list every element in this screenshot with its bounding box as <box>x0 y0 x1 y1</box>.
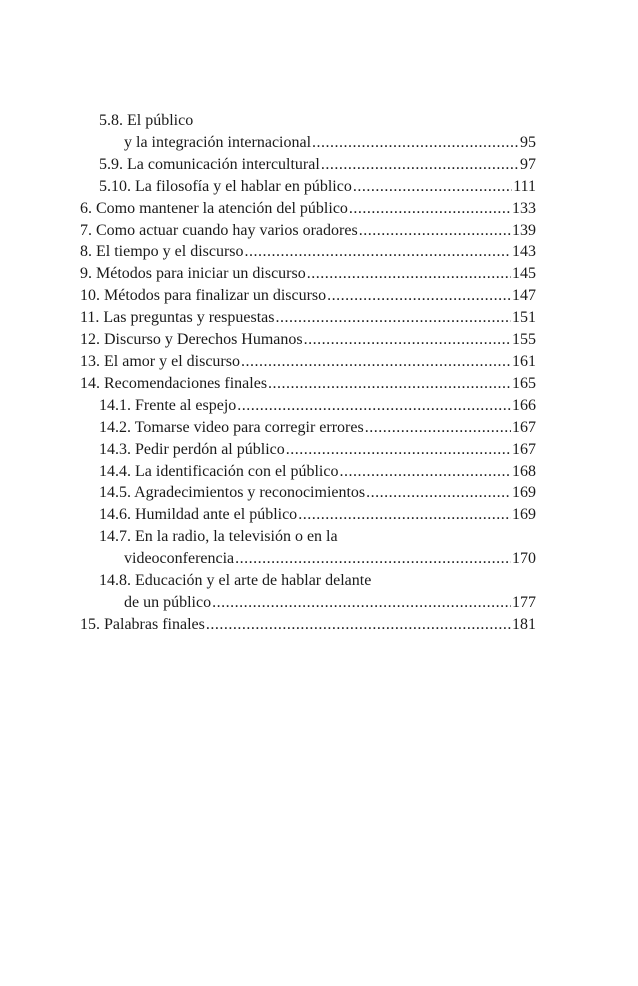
toc-entry-title-line: 5.8. El público <box>99 112 194 129</box>
toc-page-number: 167 <box>512 440 536 458</box>
toc-entry <box>80 263 536 285</box>
toc-entry <box>80 504 536 526</box>
toc-page-number: 95 <box>520 133 536 151</box>
toc-page-number: 161 <box>512 352 536 370</box>
dot-leader <box>286 439 511 461</box>
dot-leader <box>359 220 511 242</box>
toc-page-number: 169 <box>512 484 536 502</box>
toc-entry <box>80 329 536 351</box>
toc-entry <box>80 220 536 242</box>
dot-leader <box>298 504 511 526</box>
toc-entry-title: 15. Palabras finales <box>80 615 205 633</box>
dot-leader <box>353 176 512 198</box>
toc-page-number: 168 <box>512 462 536 480</box>
toc-entry-title: 14.6. Humildad ante el público <box>99 506 298 524</box>
toc-entry-title: 6. Como mantener la atención del público <box>80 199 348 217</box>
toc-entry-title: 10. Métodos para finalizar un discurso <box>80 287 327 305</box>
toc-page-number: 151 <box>512 309 536 327</box>
toc-entry-title: 8. El tiempo y el discurso <box>80 243 244 261</box>
toc-entry <box>80 110 536 132</box>
dot-leader <box>307 263 511 285</box>
dot-leader <box>365 417 511 439</box>
toc-entry <box>80 461 536 483</box>
toc-entry <box>80 373 536 395</box>
dot-leader <box>268 373 511 395</box>
toc-page-number: 143 <box>512 243 536 261</box>
toc-entry-title-line: 14.8. Educación y el arte de hablar delante <box>99 572 372 590</box>
dot-leader <box>245 241 511 263</box>
toc-entry <box>80 526 536 548</box>
toc-entry-title-line: 14.7. En la radio, la televisión o en la <box>99 528 338 546</box>
toc-entry-title: 5.10. La filosofía y el hablar en público <box>99 177 352 195</box>
dot-leader <box>366 482 511 504</box>
toc-entry-title: 14.3. Pedir perdón al público <box>99 440 285 458</box>
toc-entry-title: 14.4. La identificación con el público <box>99 462 339 480</box>
toc-entry-continuation <box>80 132 536 154</box>
toc-entry-continuation <box>80 592 536 614</box>
toc-entry-title-line: de un público <box>124 593 212 611</box>
toc-entry <box>80 154 536 176</box>
toc-page-number: 177 <box>512 593 536 611</box>
dot-leader <box>312 132 519 154</box>
dot-leader <box>321 154 519 176</box>
dot-leader <box>237 395 511 417</box>
toc-entry <box>80 351 536 373</box>
toc-entry <box>80 570 536 592</box>
toc-page-number: 169 <box>512 506 536 524</box>
toc-entry <box>80 482 536 504</box>
toc-entry-title: 5.9. La comunicación intercultural <box>99 155 320 173</box>
toc-entry-title-line: y la integración internacional <box>124 133 312 151</box>
dot-leader <box>339 461 511 483</box>
dot-leader <box>212 592 511 614</box>
toc-page-number: 165 <box>512 374 536 392</box>
toc-entry <box>80 241 536 263</box>
toc-entry <box>80 307 536 329</box>
toc-page-number: 97 <box>520 155 536 173</box>
dot-leader <box>235 548 511 570</box>
table-of-contents <box>80 110 536 636</box>
toc-entry <box>80 198 536 220</box>
toc-entry-continuation <box>80 548 536 570</box>
toc-page-number: 181 <box>512 615 536 633</box>
toc-page-number: 167 <box>512 418 536 436</box>
toc-entry-title: 14.5. Agradecimientos y reconocimientos <box>99 484 366 502</box>
toc-entry <box>80 417 536 439</box>
toc-entry <box>80 395 536 417</box>
toc-entry-title: 11. Las preguntas y respuestas <box>80 309 275 327</box>
toc-entry-title: 13. El amor y el discurso <box>80 352 240 370</box>
dot-leader <box>327 285 511 307</box>
toc-entry-title: 7. Como actuar cuando hay varios oradores <box>80 221 358 239</box>
toc-entry-title: 14.1. Frente al espejo <box>99 396 237 414</box>
toc-page-number: 155 <box>512 331 536 349</box>
dot-leader <box>275 307 511 329</box>
dot-leader <box>349 198 511 220</box>
toc-entry-title: 12. Discurso y Derechos Humanos <box>80 331 303 349</box>
toc-page-number: 139 <box>512 221 536 239</box>
toc-entry-title: 9. Métodos para iniciar un discurso <box>80 265 306 283</box>
toc-entry <box>80 614 536 636</box>
toc-entry-title: 14.2. Tomarse video para corregir errores <box>99 418 364 436</box>
toc-page-number: 147 <box>512 287 536 305</box>
dot-leader <box>206 614 511 636</box>
toc-entry-title: 14. Recomendaciones finales <box>80 374 268 392</box>
toc-entry-title-line: videoconferencia <box>124 550 235 568</box>
toc-page-number: 166 <box>512 396 536 414</box>
dot-leader <box>241 351 511 373</box>
toc-page-number: 133 <box>512 199 536 217</box>
toc-entry <box>80 176 536 198</box>
dot-leader <box>304 329 511 351</box>
toc-page-number: 170 <box>512 550 536 568</box>
toc-entry <box>80 285 536 307</box>
toc-entry <box>80 439 536 461</box>
toc-page-number: 145 <box>512 265 536 283</box>
toc-page-number: 111 <box>513 177 536 195</box>
